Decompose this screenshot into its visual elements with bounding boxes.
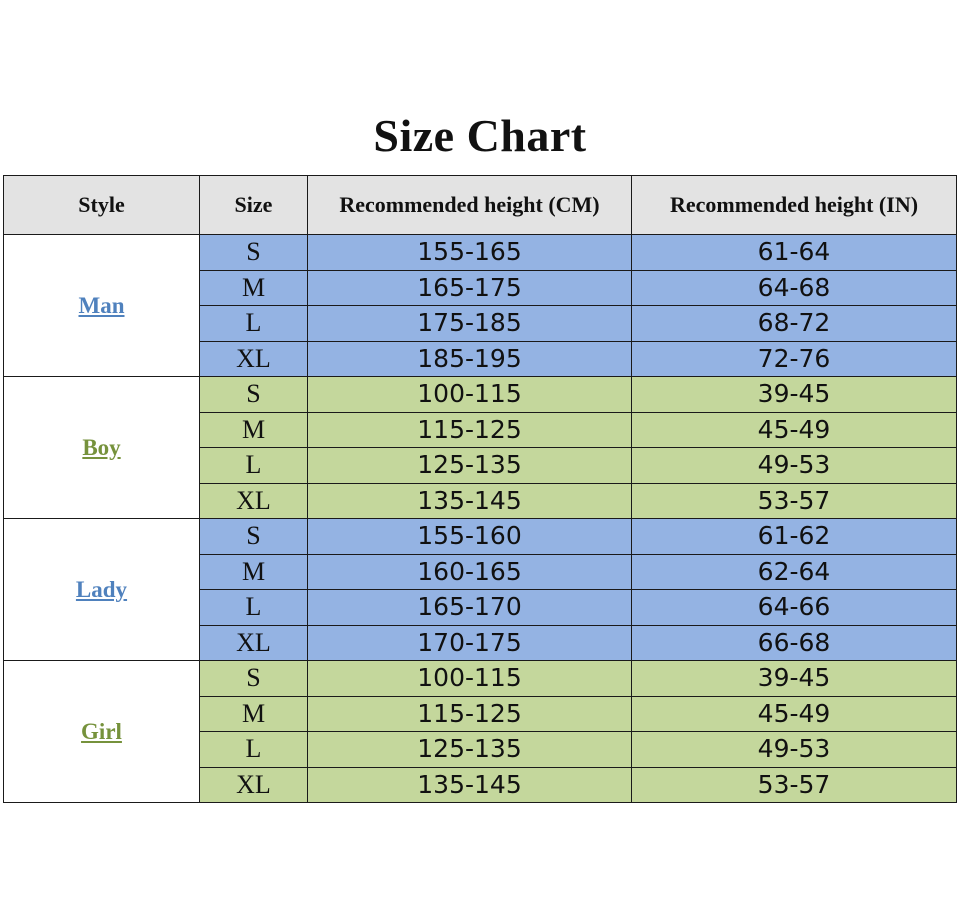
- header-row: [4, 176, 957, 235]
- height-cm-cell: 100-115: [308, 661, 632, 697]
- height-cm-cell: 155-165: [308, 235, 632, 271]
- height-in-cell: 49-53: [632, 448, 957, 484]
- height-cm-cell: 125-135: [308, 732, 632, 768]
- height-in-cell: 53-57: [632, 483, 957, 519]
- table-row: [4, 661, 957, 697]
- height-cm-cell: 170-175: [308, 625, 632, 661]
- height-in-cell: 39-45: [632, 661, 957, 697]
- height-cm-cell: 135-145: [308, 767, 632, 803]
- size-cell: S: [200, 377, 308, 413]
- size-cell: XL: [200, 625, 308, 661]
- header-style: Style: [4, 176, 200, 235]
- height-in-cell: 64-66: [632, 590, 957, 626]
- height-in-cell: 45-49: [632, 696, 957, 732]
- header-height-in: Recommended height (IN): [632, 176, 957, 235]
- height-in-cell: 62-64: [632, 554, 957, 590]
- size-cell: L: [200, 448, 308, 484]
- size-cell: M: [200, 412, 308, 448]
- height-cm-cell: 160-165: [308, 554, 632, 590]
- height-cm-cell: 115-125: [308, 412, 632, 448]
- height-in-cell: 64-68: [632, 270, 957, 306]
- height-in-cell: 53-57: [632, 767, 957, 803]
- header-height-cm: Recommended height (CM): [308, 176, 632, 235]
- height-in-cell: 45-49: [632, 412, 957, 448]
- height-cm-cell: 100-115: [308, 377, 632, 413]
- style-man-cell: Man: [4, 235, 200, 377]
- size-cell: XL: [200, 767, 308, 803]
- size-cell: XL: [200, 483, 308, 519]
- size-cell: M: [200, 554, 308, 590]
- size-cell: XL: [200, 341, 308, 377]
- table-row: [4, 519, 957, 555]
- height-cm-cell: 155-160: [308, 519, 632, 555]
- height-in-cell: 39-45: [632, 377, 957, 413]
- size-cell: L: [200, 732, 308, 768]
- height-in-cell: 68-72: [632, 306, 957, 342]
- height-cm-cell: 185-195: [308, 341, 632, 377]
- header-size: Size: [200, 176, 308, 235]
- height-cm-cell: 125-135: [308, 448, 632, 484]
- height-cm-cell: 115-125: [308, 696, 632, 732]
- height-cm-cell: 165-175: [308, 270, 632, 306]
- height-in-cell: 61-62: [632, 519, 957, 555]
- height-cm-cell: 165-170: [308, 590, 632, 626]
- size-cell: M: [200, 696, 308, 732]
- height-in-cell: 61-64: [632, 235, 957, 271]
- height-cm-cell: 175-185: [308, 306, 632, 342]
- size-cell: M: [200, 270, 308, 306]
- style-girl-cell: Girl: [4, 661, 200, 803]
- style-lady-cell: Lady: [4, 519, 200, 661]
- style-boy-cell: Boy: [4, 377, 200, 519]
- size-cell: S: [200, 235, 308, 271]
- page-title: Size Chart: [373, 110, 587, 161]
- table-row: [4, 377, 957, 413]
- height-cm-cell: 135-145: [308, 483, 632, 519]
- size-cell: L: [200, 306, 308, 342]
- size-chart-table: [3, 175, 957, 803]
- height-in-cell: 66-68: [632, 625, 957, 661]
- size-cell: S: [200, 661, 308, 697]
- height-in-cell: 49-53: [632, 732, 957, 768]
- table-row: [4, 235, 957, 271]
- size-cell: S: [200, 519, 308, 555]
- size-cell: L: [200, 590, 308, 626]
- height-in-cell: 72-76: [632, 341, 957, 377]
